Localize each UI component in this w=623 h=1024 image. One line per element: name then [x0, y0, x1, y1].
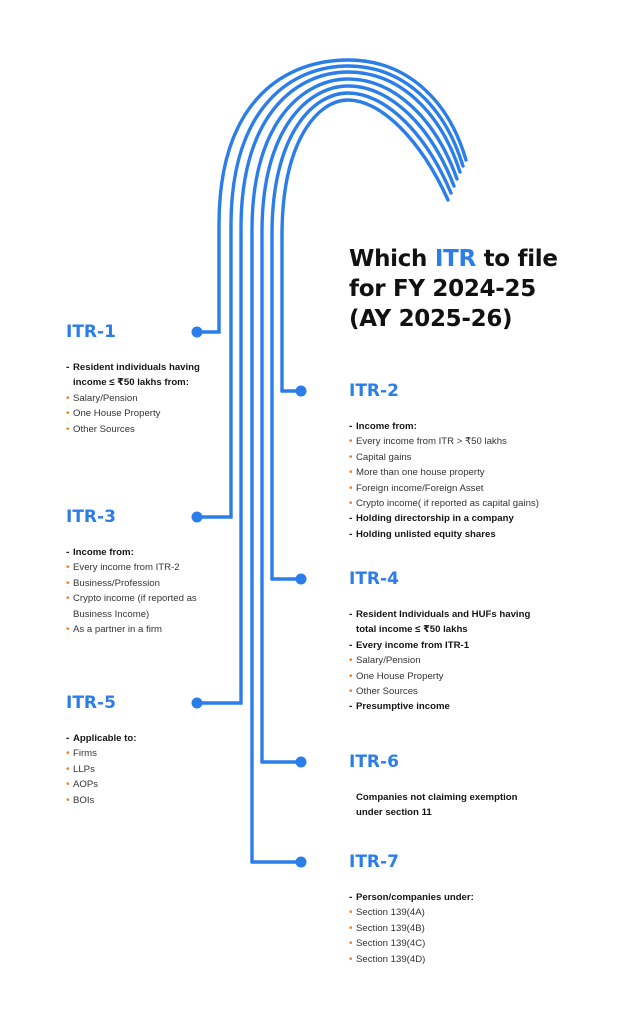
itr-7-section	[349, 852, 474, 967]
itr-heading: ITR-1	[66, 322, 116, 342]
itr-item-list	[349, 790, 518, 821]
list-item: • Other Sources	[349, 684, 530, 699]
itr-heading: ITR-2	[349, 381, 399, 401]
itr-6-section	[349, 752, 518, 821]
list-item: - Resident individuals having income ≤ ₹50 lakhs from:	[66, 360, 200, 391]
list-item: - Holding unlisted equity shares	[349, 527, 539, 542]
list-item: • LLPs	[66, 762, 136, 777]
list-item: - Resident Individuals and HUFs having total income ≤ ₹50 lakhs	[349, 607, 530, 638]
list-item: - Income from:	[349, 419, 539, 434]
itr-heading: ITR-7	[349, 852, 399, 872]
itr-item-list	[349, 890, 474, 967]
itr-1-section	[66, 322, 200, 437]
list-item: • Section 139(4D)	[349, 952, 474, 967]
list-item: • AOPs	[66, 777, 136, 792]
itr-heading: ITR-4	[349, 569, 399, 589]
title-accent: ITR	[434, 246, 476, 272]
itr-4-section	[349, 569, 530, 715]
list-item: • Salary/Pension	[349, 653, 530, 668]
list-item: - Income from:	[66, 545, 197, 560]
list-item: - Person/companies under:	[349, 890, 474, 905]
list-item: • One House Property	[349, 669, 530, 684]
page-title: Which ITR to file for FY 2024-25 (AY 2025-26)	[349, 246, 558, 332]
itr-heading: ITR-6	[349, 752, 399, 772]
list-item: - Every income from ITR-1	[349, 638, 530, 653]
itr-heading: ITR-5	[66, 693, 116, 713]
list-item: • Section 139(4B)	[349, 921, 474, 936]
list-item: • Section 139(4A)	[349, 905, 474, 920]
list-item: • As a partner in a firm	[66, 622, 197, 637]
list-item: • Every income from ITR > ₹50 lakhs	[349, 434, 539, 449]
list-item: • Business/Profession	[66, 576, 197, 591]
itr-item-list	[66, 545, 197, 637]
itr-item-list	[66, 731, 136, 808]
list-item: • More than one house property	[349, 465, 539, 480]
list-item: • Crypto income (if reported as Business Income)	[66, 591, 197, 622]
list-item: - Holding directorship in a company	[349, 511, 539, 526]
list-item: • Firms	[66, 746, 136, 761]
list-item: • Capital gains	[349, 450, 539, 465]
node-itr-4	[296, 574, 307, 585]
itr-3-section	[66, 507, 197, 637]
list-item: • Every income from ITR-2	[66, 560, 197, 575]
node-itr-7	[296, 857, 307, 868]
list-item: • BOIs	[66, 793, 136, 808]
list-item: • Crypto income( if reported as capital gains)	[349, 496, 539, 511]
node-itr-5	[192, 698, 203, 709]
itr-2-section	[349, 381, 539, 542]
list-item: • Foreign income/Foreign Asset	[349, 481, 539, 496]
itr-heading: ITR-3	[66, 507, 116, 527]
list-item: • Section 139(4C)	[349, 936, 474, 951]
node-itr-6	[296, 757, 307, 768]
itr-item-list	[349, 419, 539, 542]
node-itr-2	[296, 386, 307, 397]
list-item: • Salary/Pension	[66, 391, 200, 406]
list-item: - Applicable to:	[66, 731, 136, 746]
itr-item-list	[349, 607, 530, 715]
itr-item-list	[66, 360, 200, 437]
list-item: • Other Sources	[66, 422, 200, 437]
itr-5-section	[66, 693, 136, 808]
list-item: - Presumptive income	[349, 699, 530, 714]
list-item: • One House Property	[66, 406, 200, 421]
list-item: Companies not claiming exemption under section 11	[356, 792, 518, 819]
